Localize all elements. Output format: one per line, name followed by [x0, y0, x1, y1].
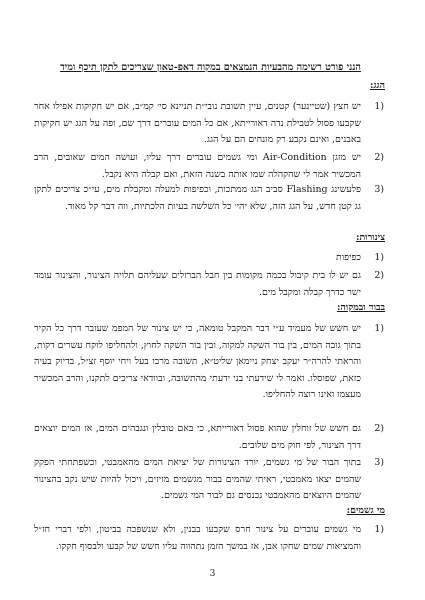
section-heading-pipes: צינורות:	[356, 232, 385, 243]
item-number: (2	[374, 423, 384, 434]
item-number: (3	[374, 457, 384, 468]
item-number: (1	[374, 101, 384, 112]
item-text: פלעשינג Flashing סביב הגג ממתכות, וכפיפות למעלה ומקבלת מים, עי״כ צריכים לתקן גג קטן חדש, על הגג הזה, שלא יהי׳ כל השלשה בעיות הלכתיות, ווה דבר קל מאוד.	[34, 184, 361, 212]
item-text: כפיפות	[336, 252, 361, 263]
item-number: (2	[374, 270, 384, 281]
item-number: (1	[374, 323, 384, 334]
pit-item-1	[34, 321, 385, 404]
pit-item-2	[34, 421, 385, 454]
item-text: מי גשמים עוברים על צינור חרס שקבעו בבנין, ולא שנשפכה בביטון, ולפי דברי חז״ל והמציאות שמים שחקו אבן, אז במשך הזמן נתהווה עליו חשש של קבעו ולבסוף חקקו.	[34, 524, 361, 552]
section-heading-pit: בבור ובמקוה:	[336, 302, 385, 313]
item-number: (2	[374, 152, 384, 163]
item-text: יש חצץ (שטיינער) קטנים, עיין תשובת נובי״ת תניינא סי׳ קמ״ב, אם יש חקיקות אפילו אחר שקבעו פסול לטבילת נדה דאורייתא, אם כל המים עוברים דרך שם, ופה על הגג יש חקיקות באבנים, ואינם נקבע רק מונחים הם על הגג.	[34, 101, 361, 145]
page-number: 3	[209, 569, 216, 579]
rain-item-1	[34, 522, 385, 555]
item-text: גם חשש של זוחלין שהוא פסול דאורייתא, כי באם טובלין ונגבהים המים, אז המים יוצאים דרך הצינור, לפי חוק מים שלובים.	[34, 423, 361, 451]
document-title: הנני פורט רשימה מהבעיות הנמצאים במקוה דאפ-טאון שצריכים לתקן תיכף ומיד	[60, 62, 361, 73]
pit-item-3	[34, 455, 385, 505]
roof-item-1	[34, 99, 385, 149]
pipes-item-1	[34, 250, 385, 267]
item-number: (3	[374, 184, 384, 195]
item-text: גם יש לו בית קיבול בכמה מקומות בין חבל הברזלים שעליהם תלויה הצינור, והצינור עומד ישר כדרך קבלה ומקבל מים.	[34, 270, 361, 298]
item-number: (1	[374, 524, 384, 535]
item-number: (1	[374, 252, 384, 263]
pipes-item-2	[34, 268, 385, 301]
section-heading-rain: מי גשמים:	[346, 505, 385, 516]
item-text: יש מזגן Air-Condition ומי גשמים עוברים דרך עליו, ועושה המים שאובים, הרב המכשיר אמר לי שהקהלה שמו אותה בשנה הזאת, ואם קבלה היא נקבל.	[34, 152, 361, 180]
section-heading-roof: הגג:	[369, 80, 385, 91]
item-text: יש חשש של מעמיד ע״י דבר המקבל טומאה, כי יש צינור של המפמ שעובר דרך כל הקיר בתוך גובה המים, בין בור השקה למקוה, ובין בור השקה לחוץ, ולהחליפו לוקח עשרים דקות, והראתי להרה״ר יעקב יצחק ניימאן שליט״א, תשובה מרבו בעל ויחי יוסף זצ״ל, בדיוק בעיה כזאת, שפוסלו. ואמר לי שידעתי בני ידעתי מהתשובה, ובוודאי צריכים לתקנו, והרב המכשיר מעצמו ואינו רוצה להחליפו.	[34, 323, 361, 400]
roof-item-3	[34, 182, 385, 215]
item-text: בתוך הבור של מי גשמים, יורד הצינורות של יציאת המים מהאמבטי, וכשפתחתי הפקק שהמים יצאו מאמבטי, ראיתי שהמים בבור מגשמים מזיזים, ויכול להיות שיש נקב בהצינור שהמים היוצאים מהאמבטי נכנסים גם לבור המי גשמים.	[34, 457, 361, 501]
roof-item-2	[34, 150, 385, 183]
